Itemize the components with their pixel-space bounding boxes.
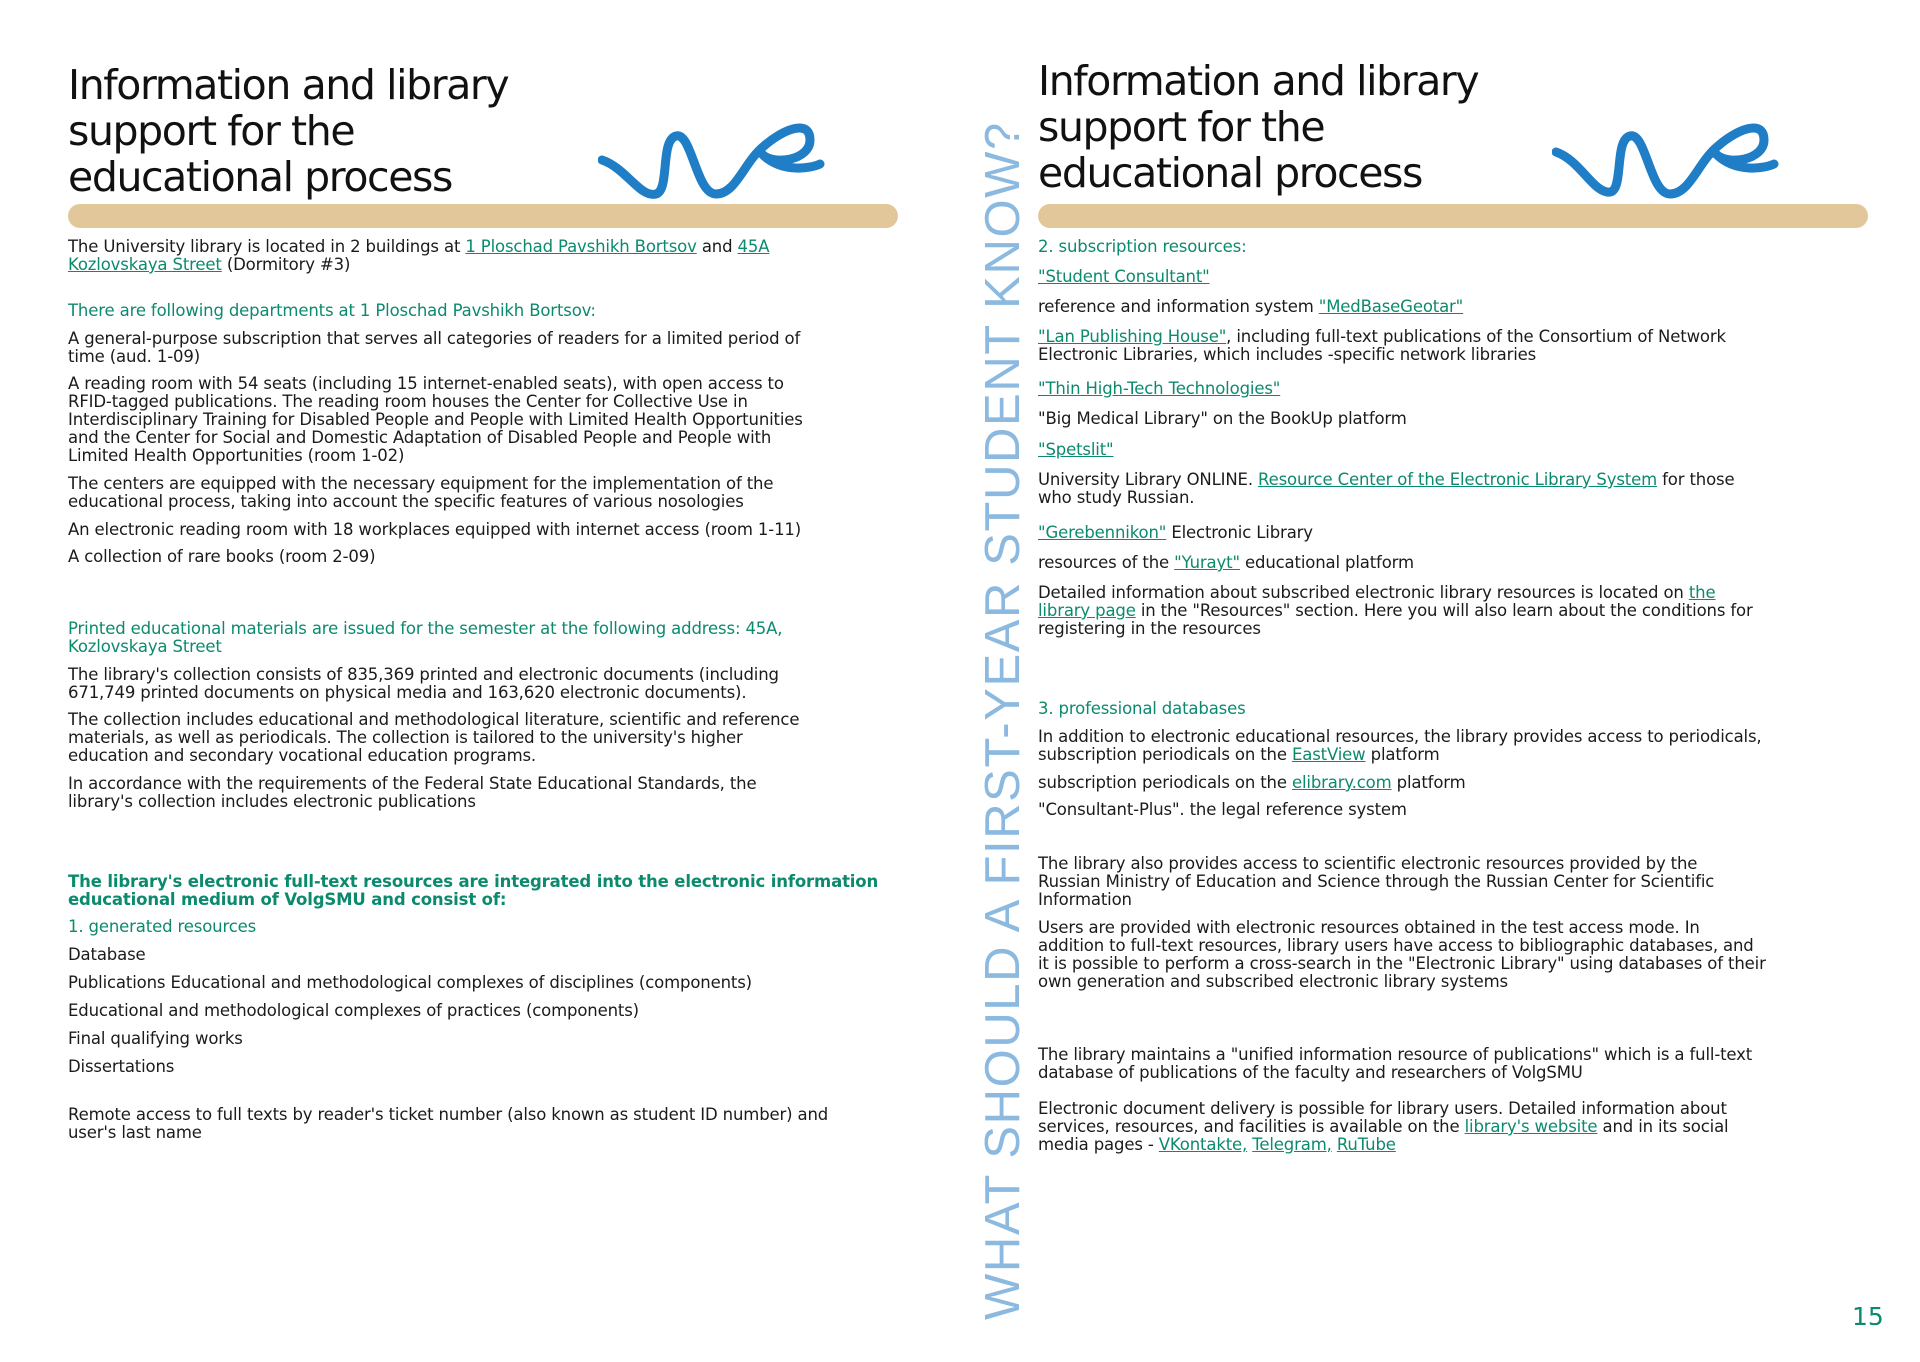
resource-item: "Lan Publishing House", including full-text publications of the Consortium of Network Electronic Libraries, which includes -specific network libraries — [1038, 327, 1726, 364]
resource-item — [1038, 441, 1113, 459]
library-page-link-continued[interactable]: library page — [1038, 601, 1136, 620]
yurayt-link[interactable]: "Yurayt" — [1174, 553, 1240, 572]
professional-databases-heading: 3. professional databases — [1038, 699, 1246, 718]
rutube-link[interactable]: RuTube — [1336, 1135, 1396, 1154]
page-number: 15 — [1852, 1302, 1884, 1331]
generated-resource-item: Educational and methodological complexes of practices (components) — [68, 1001, 639, 1020]
library-website-link[interactable]: library's website — [1464, 1117, 1598, 1136]
printed-materials-heading: Printed educational materials are issued for the semester at the following address: 45A, Kozlovskaya Street — [68, 619, 783, 656]
eastview-link[interactable]: EastView — [1291, 745, 1366, 764]
electronic-resources-heading: The library's electronic full-text resources are integrated into the electronic information educational medium of VolgSMU and consist of: — [68, 872, 879, 909]
department-item: An electronic reading room with 18 workplaces equipped with internet access (room 1-11) — [68, 520, 802, 539]
generated-resource-item: Dissertations — [68, 1057, 175, 1076]
student-consultant-link[interactable]: "Student Consultant" — [1038, 267, 1210, 286]
professional-text: In addition to electronic educational resources, the library provides access to periodicals, subscription periodicals on the EastView platform — [1038, 727, 1762, 764]
department-item: A general-purpose subscription that serves all categories of readers for a limited period of time (aud. 1-09) — [68, 329, 801, 366]
collection-text: The library's collection consists of 835,369 printed and electronic documents (including 671,749 printed documents on physical media and 163,620 electronic documents). — [68, 665, 779, 702]
test-access-text: Users are provided with electronic resources obtained in the test access mode. In addition to full-text resources, library users have access to bibliographic databases, and it is possible to perform a cross-search in the "Electronic Library" using databases of their own generation and subscribed electronic library systems — [1038, 918, 1766, 991]
unified-resource-text: The library maintains a "unified information resource of publications" which is a full-text database of publications of the faculty and researchers of VolgSMU — [1038, 1045, 1753, 1082]
department-item: A collection of rare books (room 2-09) — [68, 547, 376, 566]
resource-item: reference and information system "MedBaseGeotar" — [1038, 297, 1464, 316]
page-title: Information and library support for the educational process — [68, 61, 509, 201]
resource-item — [1038, 380, 1280, 398]
heading-underline-bar — [1038, 204, 1868, 228]
elibrary-link[interactable]: elibrary.com — [1291, 773, 1392, 792]
squiggle-decoration-icon — [1552, 102, 1782, 212]
address-link-1[interactable]: 1 Ploschad Pavshikh Bortsov — [465, 237, 697, 256]
resource-center-link[interactable]: Resource Center of the Electronic Library System — [1258, 470, 1658, 489]
professional-text: "Consultant-Plus". the legal reference system — [1038, 800, 1407, 819]
squiggle-decoration-icon — [598, 102, 828, 212]
vkontakte-link[interactable]: VKontakte, — [1158, 1135, 1248, 1154]
spetslit-link[interactable]: "Spetslit" — [1038, 440, 1114, 459]
generated-resource-item: Publications Educational and methodological complexes of disciplines (components) — [68, 973, 752, 992]
resource-item: "Big Medical Library" on the BookUp platform — [1038, 409, 1407, 428]
heading-underline-bar — [68, 204, 898, 228]
thin-high-tech-link[interactable]: "Thin High-Tech Technologies" — [1038, 379, 1281, 398]
professional-text: subscription periodicals on the elibrary.com platform — [1038, 773, 1466, 792]
document-delivery-text: Electronic document delivery is possible for library users. Detailed information about services, resources, and facilities is available on the library's website and in its social media pages - VKontakte, Telegram, RuTube — [1038, 1099, 1729, 1154]
generated-resource-item: Database — [68, 945, 146, 964]
generated-resources-heading: 1. generated resources — [68, 917, 257, 936]
address-link-2[interactable]: 45A — [737, 237, 770, 256]
department-item: The centers are equipped with the necessary equipment for the implementation of the educational process, taking into account the specific features of various nosologies — [68, 474, 774, 511]
detailed-info-text: Detailed information about subscribed electronic library resources is located on the library page in the "Resources" section. Here you will also learn about the conditions for registering in the resources — [1038, 583, 1753, 638]
remote-access-text: Remote access to full texts by reader's ticket number (also known as student ID number) and user's last name — [68, 1105, 829, 1142]
medbasegeotar-link[interactable]: "MedBaseGeotar" — [1318, 297, 1464, 316]
ministry-resources-text: The library also provides access to scientific electronic resources provided by the Russian Ministry of Education and Science through the Russian Center for Scientific Information — [1038, 854, 1715, 909]
vertical-section-caption: WHAT SHOULD A FIRST-YEAR STUDENT KNOW? — [976, 121, 1030, 1320]
gerebennikon-link[interactable]: "Gerebennikon" — [1038, 523, 1167, 542]
library-page-link[interactable]: the — [1688, 583, 1716, 602]
collection-text: In accordance with the requirements of the Federal State Educational Standards, the library's collection includes electronic publications — [68, 774, 757, 811]
generated-resource-item: Final qualifying works — [68, 1029, 243, 1048]
lan-publishing-link[interactable]: "Lan Publishing House" — [1038, 327, 1227, 346]
library-location-text: The University library is located in 2 buildings at 1 Ploschad Pavshikh Bortsov and 45A Kozlovskaya Street (Dormitory #3) — [68, 237, 770, 274]
resource-item: "Gerebennikon" Electronic Library — [1038, 523, 1313, 542]
resource-item — [1038, 268, 1210, 286]
address-link-2-continued[interactable]: Kozlovskaya Street — [68, 255, 222, 274]
department-item: A reading room with 54 seats (including 15 internet-enabled seats), with open access to RFID-tagged publications. The reading room houses the Center for Collective Use in Interdisciplinary Training for Disabled People and People with Limited Health Opportunities and the Center for Social and Domestic Adaptation of Disabled People and People with Limited Health Opportunities (room 1-02) — [68, 374, 803, 465]
subscription-resources-heading: 2. subscription resources: — [1038, 237, 1247, 256]
resource-item: resources of the "Yurayt" educational platform — [1038, 553, 1414, 572]
telegram-link[interactable]: Telegram, — [1252, 1135, 1332, 1154]
collection-text: The collection includes educational and methodological literature, scientific and reference materials, as well as periodicals. The collection is tailored to the university's higher education and secondary vocational education programs. — [68, 710, 800, 765]
resource-item: University Library ONLINE. Resource Center of the Electronic Library System for those who study Russian. — [1038, 470, 1735, 507]
departments-heading: There are following departments at 1 Ploschad Pavshikh Bortsov: — [68, 301, 596, 320]
page-title: Information and library support for the educational process — [1038, 57, 1479, 197]
